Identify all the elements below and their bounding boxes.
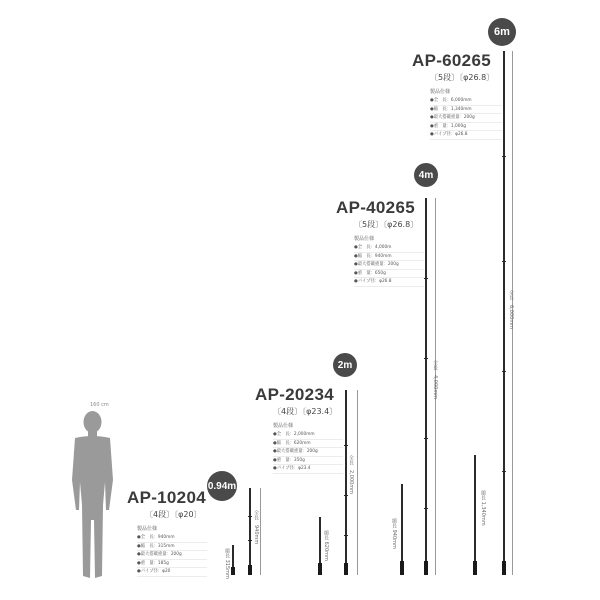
total-length-label: 全長 4,000mm <box>432 360 438 400</box>
spec-item: ●重 量：650g <box>354 270 424 279</box>
spec-item: ●全 長：6,000mm <box>430 97 502 106</box>
total-length-label: 全長 6,000mm <box>508 290 514 330</box>
total-length-label: 全長 2,000mm <box>348 455 354 495</box>
spec-title: 製品仕様 <box>273 423 294 429</box>
model-subtitle: 〔4段〕〔φ20〕 <box>145 510 202 519</box>
collapsed-length-label: 縮長 315mm <box>224 548 230 579</box>
height-badge: 6m <box>488 18 516 46</box>
pole-extended <box>249 488 251 575</box>
height-badge: 0.94m <box>207 471 237 501</box>
pole-collapsed <box>319 517 321 575</box>
spec-item: ●縮 長：940mm <box>354 253 424 262</box>
pole-collapsed <box>232 545 234 575</box>
spec-item: ●最大搭載重量：200g <box>430 114 502 123</box>
spec-title: 製品仕様 <box>354 236 375 242</box>
collapsed-length-label: 縮長 940mm <box>391 518 397 549</box>
spec-list <box>354 244 424 287</box>
height-badge: 2m <box>333 353 357 377</box>
spec-item: ●パイプ径：φ26.8 <box>430 131 502 140</box>
spec-item: ●重 量：1,000g <box>430 123 502 132</box>
pole-extended <box>503 51 505 575</box>
height-badge: 4m <box>414 163 438 187</box>
spec-item: ●パイプ径：φ23.4 <box>273 465 343 474</box>
model-block-ap-10204 <box>127 488 207 577</box>
spec-list <box>273 431 343 474</box>
model-name: AP-60265 <box>412 51 491 70</box>
spec-item: ●最大搭載重量：200g <box>137 551 207 560</box>
model-block-ap-20234 <box>255 385 343 474</box>
spec-list <box>137 534 207 577</box>
pole-collapsed <box>401 484 403 575</box>
spec-item: ●縮 長：620mm <box>273 440 343 449</box>
model-name: AP-10204 <box>127 488 206 507</box>
spec-item: ●重 量：185g <box>137 560 207 569</box>
collapsed-length-label: 縮長 1,340mm <box>480 490 486 526</box>
spec-item: ●全 長：4,000m <box>354 244 424 253</box>
pole-collapsed <box>474 455 476 575</box>
model-block-ap-40265 <box>336 198 424 287</box>
model-name: AP-20234 <box>255 385 334 404</box>
model-subtitle: 〔4段〕〔φ23.4〕 <box>273 407 338 416</box>
spec-title: 製品仕様 <box>137 526 158 532</box>
human-scale-figure <box>65 410 120 580</box>
human-height-label: 160 cm <box>90 402 109 408</box>
total-length-label: 全長 940mm <box>253 510 259 545</box>
model-subtitle: 〔5段〕〔φ26.8〕 <box>430 73 495 82</box>
spec-item: ●パイプ径：φ20 <box>137 568 207 577</box>
model-name: AP-40265 <box>336 198 415 217</box>
spec-item: ●パイプ径：φ26.8 <box>354 278 424 287</box>
collapsed-length-label: 縮長 620mm <box>323 530 329 561</box>
spec-item: ●全 長：940mm <box>137 534 207 543</box>
spec-item: ●縮 長：1,340mm <box>430 106 502 115</box>
spec-item: ●最大搭載重量：200g <box>354 261 424 270</box>
spec-item: ●縮 長：315mm <box>137 543 207 552</box>
spec-list <box>430 97 502 140</box>
spec-item: ●重 量：350g <box>273 457 343 466</box>
spec-title: 製品仕様 <box>430 89 451 95</box>
pole-extended <box>425 198 427 575</box>
pole-extended <box>345 390 347 575</box>
model-subtitle: 〔5段〕〔φ26.8〕 <box>354 220 419 229</box>
spec-item: ●最大搭載重量：200g <box>273 448 343 457</box>
model-block-ap-60265 <box>412 51 502 140</box>
spec-item: ●全 長：2,000mm <box>273 431 343 440</box>
person-silhouette-icon <box>65 410 120 580</box>
